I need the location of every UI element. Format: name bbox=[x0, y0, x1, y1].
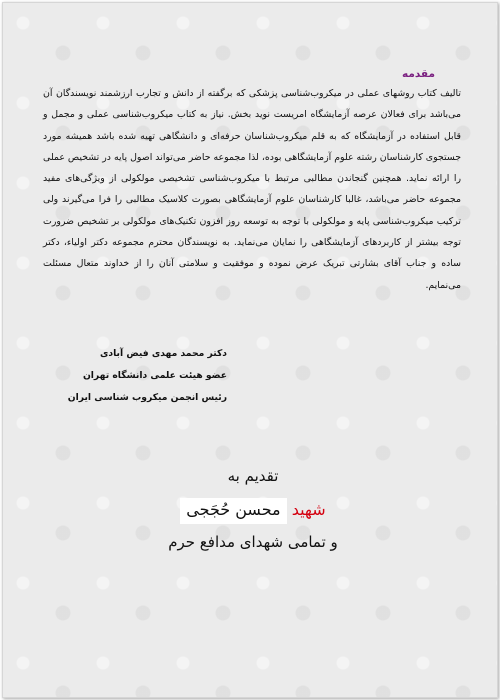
signature-name: دکتر محمد مهدی فیض آبادی bbox=[99, 348, 227, 359]
signature-block bbox=[68, 343, 227, 409]
martyr-prefix: شهید bbox=[291, 500, 326, 519]
document-page bbox=[2, 2, 498, 698]
preface-paragraph: تالیف کتاب روشهای عملی در میکروب‌شناسی پزشکی که برگفته از دانش و تجارب ارزشمند نویسندگان آن می‌باشد برای فعالان عرصه آزمایشگاه امریست نوید بخش. نیاز به کتاب میکروب‌شناسی عملی و مجمل و قابل استفاده در آزمایشگاه که به قلم میکروب‌شناسان حرفه‌ای و دانشگاهی تهیه شده باشد همیشه مورد جستجوی کارشناسان رشته علوم آزمایشگاهی بوده، لذا مجموعه حاضر می‌تواند اصول پایه در تشخیص عملی را ارائه نماید. همچنین گنجاندن مطالبی مرتبط با میکروب‌شناسی تشخیصی مولکولی از ویژگی‌های مفید مجموعه حاضر می‌باشد، غالبا کارشناسان علوم آزمایشگاهی بصورت کلاسیک مطالبی را فرا می‌گیرند ولی ترکیب میکروب‌شناسی پایه و مولکولی با توجه به توسعه روز افزون تکنیک‌های مولکولی بر تشخیص ضرورت توجه بیشتر از کاربردهای آزمایشگاهی را نمایان می‌نماید. به نویسندگان محترم مجموعه دکتر اولیاء، دکتر ساده و جناب آقای بشارتی تبریک عرض نموده و موفقیت و سلامتی آنان را از خداوند متعال مسئلت می‌نمایم. bbox=[43, 88, 461, 291]
martyr-name: محسن حُجَجی bbox=[180, 498, 286, 524]
dedication-title: تقدیم به bbox=[227, 467, 279, 485]
dedication-martyr bbox=[3, 498, 500, 524]
preface-heading: مقدمه bbox=[402, 68, 435, 80]
signature-affiliation: عضو هیئت علمی دانشگاه تهران bbox=[82, 370, 227, 381]
signature-position: رئیس انجمن میکروب شناسی ایران bbox=[67, 392, 227, 403]
dedication-closing: و تمامی شهدای مدافع حرم bbox=[168, 533, 338, 551]
